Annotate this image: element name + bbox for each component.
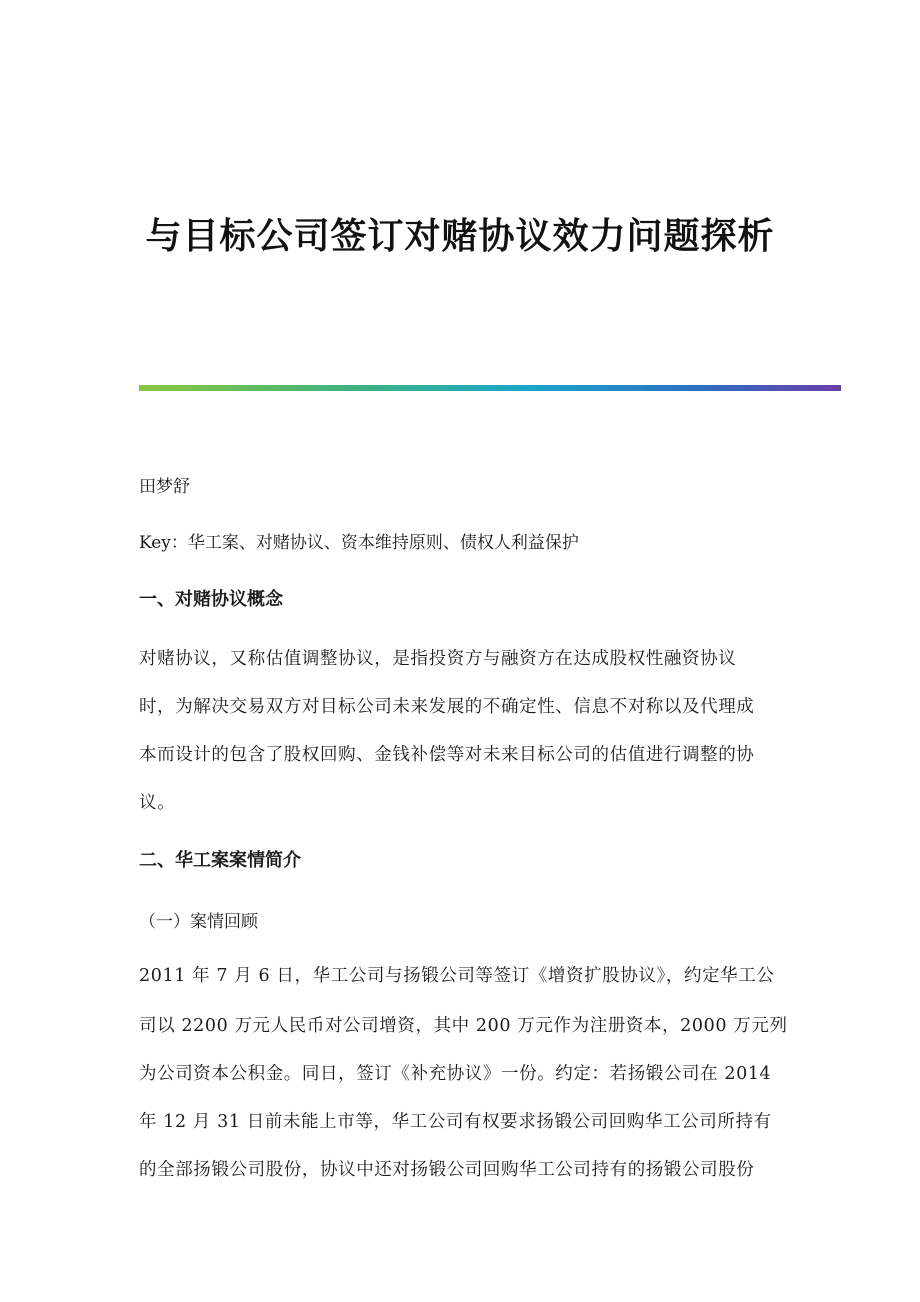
paragraph-line: 本而设计的包含了股权回购、金钱补偿等对未来目标公司的估值进行调整的协: [139, 745, 755, 765]
section-heading-2: 二、华工案案情简介: [139, 850, 301, 871]
author: 田梦舒: [139, 477, 190, 497]
paragraph-line: 对赌协议，又称估值调整协议，是指投资方与融资方在达成股权性融资协议: [139, 649, 737, 669]
paragraph-line: 议。: [139, 793, 176, 813]
keywords: Key：华工案、对赌协议、资本维持原则、债权人利益保护: [139, 533, 579, 553]
section-heading-1: 一、对赌协议概念: [139, 589, 283, 610]
paragraph-line: 的全部扬锻公司股份，协议中还对扬锻公司回购华工公司持有的扬锻公司股份: [139, 1160, 755, 1180]
document-title: 与目标公司签订对赌协议效力问题探析: [145, 216, 775, 257]
subsection-heading: （一）案情回顾: [139, 912, 258, 932]
paragraph-line: 时，为解决交易双方对目标公司未来发展的不确定性、信息不对称以及代理成: [139, 697, 755, 717]
paragraph-line: 2011 年 7 月 6 日，华工公司与扬锻公司等签订《增资扩股协议》，约定华工公: [139, 966, 775, 986]
paragraph-line: 年 12 月 31 日前未能上市等，华工公司有权要求扬锻公司回购华工公司所持有: [139, 1112, 772, 1132]
paragraph-line: 司以 2200 万元人民币对公司增资，其中 200 万元作为注册资本，2000 万元列: [139, 1016, 788, 1036]
paragraph-line: 为公司资本公积金。同日，签订《补充协议》一份。约定：若扬锻公司在 2014: [139, 1064, 772, 1084]
title-divider: [139, 385, 841, 391]
